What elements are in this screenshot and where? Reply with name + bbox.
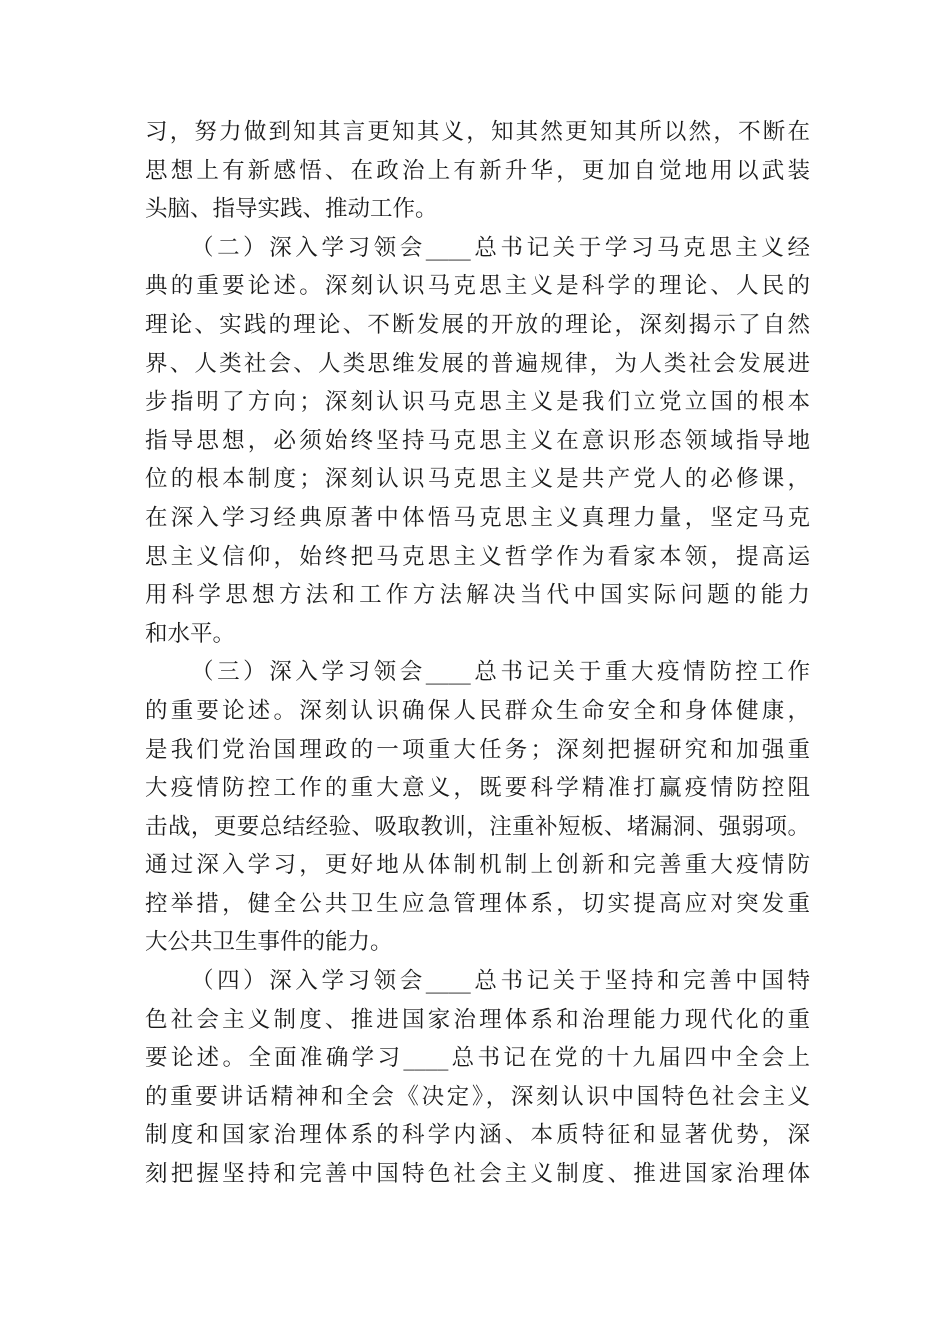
text-line: 头脑、指导实践、推动工作。 <box>145 196 438 223</box>
text-line: 理论、实践的理论、不断发展的开放的理论，深刻揭示了自然 <box>145 311 810 338</box>
text-line: 位的根本制度；深刻认识马克思主义是共产党人的必修课， <box>145 466 810 493</box>
text-line: 步指明了方向；深刻认识马克思主义是我们立党立国的根本 <box>145 389 810 416</box>
text-line: 思想上有新感悟、在政治上有新升华，更加自觉地用以武装 <box>145 157 810 184</box>
text-line: 指导思想，必须始终坚持马克思主义在意识形态领域指导地 <box>145 427 810 454</box>
text-line: 思主义信仰，始终把马克思主义哲学作为看家本领，提高运 <box>145 543 810 570</box>
text-line: 通过深入学习，更好地从体制机制上创新和完善重大疫情防 <box>145 852 810 879</box>
text-line: 典的重要论述。深刻认识马克思主义是科学的理论、人民的 <box>145 273 810 300</box>
text-line: 大公共卫生事件的能力。 <box>145 929 393 956</box>
text-line: 刻把握坚持和完善中国特色社会主义制度、推进国家治理体 <box>145 1161 810 1188</box>
text-line: 和水平。 <box>145 620 236 647</box>
text-line: 控举措，健全公共卫生应急管理体系，切实提高应对突发重 <box>145 890 810 917</box>
text-line: 习，努力做到知其言更知其义，知其然更知其所以然，不断在 <box>145 119 810 145</box>
text-line: 色社会主义制度、推进国家治理体系和治理能力现代化的重 <box>145 1006 810 1033</box>
document-body <box>145 113 810 1194</box>
text-line: 大疫情防控工作的重大意义，既要科学精准打赢疫情防控阻 <box>145 775 810 802</box>
text-line: 制度和国家治理体系的科学内涵、本质特征和显著优势，深 <box>145 1122 810 1149</box>
text-line: 界、人类社会、人类思维发展的普遍规律，为人类社会发展进 <box>145 350 810 377</box>
paragraph-heading-line: （三）深入学习领会____总书记关于重大疫情防控工作 <box>191 659 810 686</box>
text-line: 在深入学习经典原著中体悟马克思主义真理力量，坚定马克 <box>145 504 810 531</box>
text-line: 击战，更要总结经验、吸取教训，注重补短板、堵漏洞、强弱项。 <box>145 813 810 840</box>
paragraph-heading-line: （二）深入学习领会____总书记关于学习马克思主义经 <box>191 234 810 261</box>
text-line: 是我们党治国理政的一项重大任务；深刻把握研究和加强重 <box>145 736 810 763</box>
text-line: 的重要论述。深刻认识确保人民群众生命安全和身体健康， <box>145 697 810 724</box>
text-line: 的重要讲话精神和全会《决定》，深刻认识中国特色社会主义 <box>145 1083 810 1110</box>
text-line: 用科学思想方法和工作方法解决当代中国实际问题的能力 <box>145 582 810 609</box>
paragraph-heading-line: （四）深入学习领会____总书记关于坚持和完善中国特 <box>191 968 810 995</box>
text-line: 要论述。全面准确学习____总书记在党的十九届四中全会上 <box>145 1045 810 1072</box>
